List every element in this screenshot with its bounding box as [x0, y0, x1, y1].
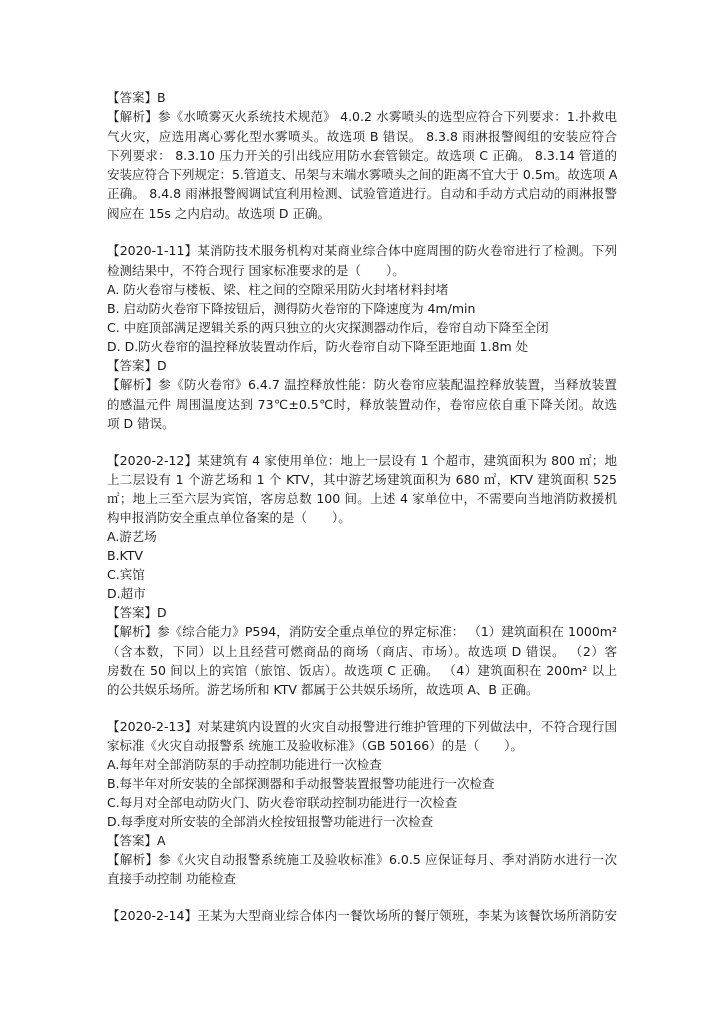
- analysis-3-line-3: 房数在 50 间以上的宾馆（旅馆、饭店）。故选项 C 正确。 （4）建筑面积在 200m² 以上: [107, 663, 617, 678]
- option-c: C. 中庭顶部满足逻辑关系的两只独立的火灾探测器动作后，卷帘自动下降至全闭: [107, 320, 549, 335]
- option-d: D.超市: [107, 586, 146, 601]
- option-d: D. D.防火卷帘的温控释放装置动作后，防火卷帘自动下降至距地面 1.8m 处: [107, 339, 529, 354]
- analysis-2-line-3: 项 D 错误。: [107, 416, 175, 431]
- option-a: A.每年对全部消防泵的手动控制功能进行一次检查: [107, 757, 382, 772]
- question-2020-2-12-line-3: ㎡；地上三至六层为宾馆，客房总数 100 间。上述 4 家单位中，不需要向当地消防救援机: [107, 491, 617, 506]
- analysis-2-line-1: 【解析】参《防火卷帘》6.4.7 温控释放性能：防火卷帘应装配温控释放装置，当释放装置: [107, 377, 617, 392]
- question-2020-2-12-line-4: 构申报消防安全重点单位备案的是（ ）。: [107, 510, 351, 525]
- option-b: B.每半年对所安装的全部探测器和手动报警装置报警功能进行一次检查: [107, 776, 495, 791]
- answer-1: 【答案】B: [107, 90, 166, 105]
- analysis-3-line-2: （含本数，下同）以上且经营可燃商品的商场（商店、市场）。故选项 D 错误。 （2）客: [107, 644, 617, 659]
- answer-2: 【答案】D: [107, 358, 167, 373]
- analysis-1-line-1: 【解析】参《水喷雾灭火系统技术规范》 4.0.2 水雾喷头的选型应符合下列要求：1.扑救电: [107, 109, 617, 124]
- answer-4: 【答案】A: [107, 833, 166, 848]
- question-2020-2-12-line-1: 【2020-2-12】某建筑有 4 家使用单位：地上一层设有 1 个超市，建筑面积为 800 ㎡；地: [107, 453, 617, 468]
- question-2020-2-13-line-2: 家标准《火灾自动报警系 统施工及验收标准》（GB 50166）的是（ ）。: [107, 738, 523, 753]
- analysis-1-line-6: 阀应在 15s 之内启动。故选项 D 正确。: [107, 206, 330, 221]
- analysis-3-line-4: 的公共娱乐场所。游艺场所和 KTV 都属于公共娱乐场所，故选项 A、B 正确。: [107, 682, 539, 697]
- option-c: C.每月对全部电动防火门、防火卷帘联动控制功能进行一次检查: [107, 795, 458, 810]
- analysis-1-line-5: 正确。 8.4.8 雨淋报警阀调试宜利用检测、试验管道进行。自动和手动方式启动的雨淋报警: [107, 186, 617, 201]
- option-b: B.KTV: [107, 548, 143, 563]
- option-a: A. 防火卷帘与楼板、梁、柱之间的空隙采用防火封堵材料封堵: [107, 282, 449, 297]
- analysis-4-line-2: 直接手动控制 功能检查: [107, 871, 236, 886]
- question-2020-2-13-line-1: 【2020-2-13】对某建筑内设置的火灾自动报警进行维护管理的下列做法中，不符合现行国: [107, 719, 617, 734]
- option-d: D.每季度对所安装的全部消火栓按钮报警功能进行一次检查: [107, 814, 434, 829]
- question-2020-2-12-line-2: 上二层设有 1 个游艺场和 1 个 KTV，其中游艺场建筑面积为 680 ㎡，KTV 建筑面积 525: [107, 472, 617, 487]
- option-b: B. 启动防火卷帘下降按钮后，测得防火卷帘的下降速度为 4m/min: [107, 301, 476, 316]
- analysis-1-line-3: 下列要求： 8.3.10 压力开关的引出线应用防水套管锁定。故选项 C 正确。 8.3.14 管道的: [107, 148, 617, 163]
- analysis-1-line-2: 气火灾，应选用离心雾化型水雾喷头。故选项 B 错误。 8.3.8 雨淋报警阀组的安装应符合: [107, 129, 617, 144]
- answer-3: 【答案】D: [107, 605, 167, 620]
- analysis-4-line-1: 【解析】参《火灾自动报警系统施工及验收标准》6.0.5 应保证每月、季对消防水进行一次: [107, 852, 617, 867]
- analysis-3-line-1: 【解析】参《综合能力》P594，消防安全重点单位的界定标准： （1）建筑面积在 1000m²: [107, 624, 617, 639]
- analysis-2-line-2: 的感温元件 周围温度达到 73℃±0.5℃时，释放装置动作，卷帘应依自重下降关闭。故选: [107, 397, 617, 412]
- question-2020-1-11-line-1: 【2020-1-11】某消防技术服务机构对某商业综合体中庭周围的防火卷帘进行了检测。下列: [107, 243, 617, 258]
- question-2020-2-14-line-1: 【2020-2-14】王某为大型商业综合体内一餐饮场所的餐厅领班，李某为该餐饮场所消防安: [107, 908, 617, 923]
- analysis-1-line-4: 安装应符合下列规定：5.管道支、吊架与末端水雾喷头之间的距离不宜大于 0.5m。故选项 A: [107, 167, 617, 182]
- option-a: A.游艺场: [107, 529, 157, 544]
- option-c: C.宾馆: [107, 567, 145, 582]
- question-2020-1-11-line-2: 检测结果中，不符合现行 国家标准要求的是（ ）。: [107, 263, 405, 278]
